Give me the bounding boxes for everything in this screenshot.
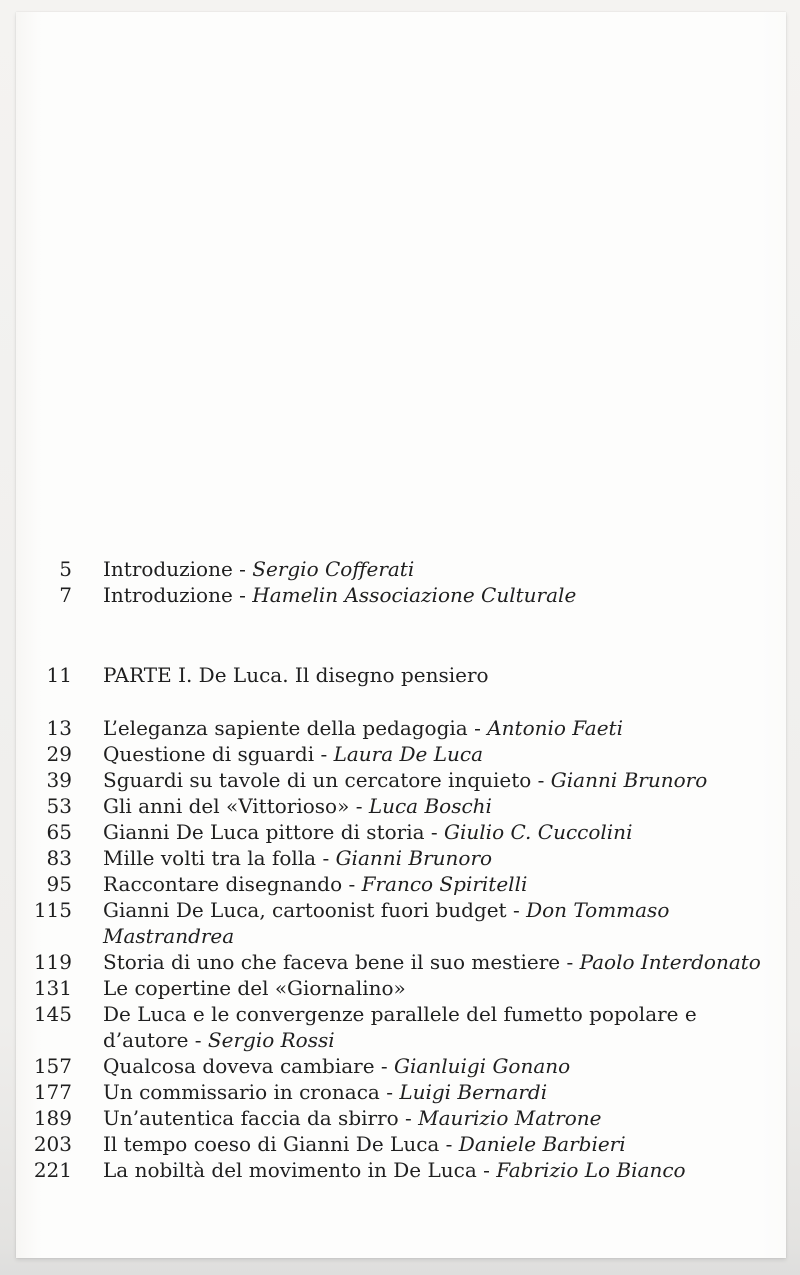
toc-page-number: 5 xyxy=(59,557,72,581)
toc-entry-line xyxy=(103,949,761,975)
toc-page-number: 83 xyxy=(46,846,72,870)
toc-entry-text: Introduzione - xyxy=(103,583,253,607)
toc-entry-text: Raccontare disegnando - xyxy=(103,872,362,896)
toc-entry-line xyxy=(103,793,492,819)
toc-entry xyxy=(103,871,527,897)
toc-author: Antonio Faeti xyxy=(487,716,623,740)
toc-entry xyxy=(103,845,492,871)
toc-section-part-one-chapters xyxy=(16,715,778,1183)
toc-entry-line xyxy=(103,1079,547,1105)
toc-row xyxy=(16,975,778,1001)
toc-entry-text: PARTE I. De Luca. Il disegno pensiero xyxy=(103,663,489,687)
toc-row xyxy=(16,1079,778,1105)
toc-row xyxy=(16,767,778,793)
toc-row xyxy=(16,793,778,819)
toc-entry xyxy=(103,1053,570,1079)
toc-page-number: 7 xyxy=(59,583,72,607)
toc-entry-line xyxy=(103,1053,570,1079)
toc-author: Franco Spiritelli xyxy=(361,872,528,896)
toc-entry-line xyxy=(103,897,669,923)
toc-page-number: 177 xyxy=(33,1080,72,1104)
toc-entry-text: Gli anni del «Vittorioso» - xyxy=(103,794,369,818)
toc-entry-text: Mille volti tra la folla - xyxy=(103,846,336,870)
toc-entry-line xyxy=(103,1027,697,1053)
toc-section-part-one-heading xyxy=(16,662,778,688)
toc-entry-text: Questione di sguardi - xyxy=(103,742,334,766)
toc-author: Gianni Brunoro xyxy=(550,768,708,792)
toc-row xyxy=(16,871,778,897)
toc-entry-line xyxy=(103,556,414,582)
toc-entry xyxy=(103,949,761,975)
toc-entry xyxy=(103,741,483,767)
toc-entry-line xyxy=(103,1157,686,1183)
toc-entry-text: De Luca e le convergenze parallele del fumetto popolare e xyxy=(103,1002,697,1026)
toc-row xyxy=(16,949,778,975)
toc-entry-line xyxy=(103,923,669,949)
toc-entry-line xyxy=(103,871,527,897)
toc-entry-line xyxy=(103,1131,626,1157)
toc-entry xyxy=(103,1157,686,1183)
toc-entry-text: Qualcosa doveva cambiare - xyxy=(103,1054,395,1078)
toc-entry-line xyxy=(103,741,483,767)
toc-author: Luca Boschi xyxy=(368,794,492,818)
toc-author: Paolo Interdonato xyxy=(579,950,761,974)
toc-entry xyxy=(103,1131,626,1157)
toc-entry xyxy=(103,767,707,793)
toc-entry-text: Sguardi su tavole di un cercatore inquieto - xyxy=(103,768,551,792)
toc-entry-text: La nobiltà del movimento in De Luca - xyxy=(103,1158,497,1182)
toc-row xyxy=(16,741,778,767)
toc-page-number: 39 xyxy=(46,768,72,792)
toc-page-number: 29 xyxy=(46,742,72,766)
toc-author: Daniele Barbieri xyxy=(458,1132,626,1156)
toc-entry-line xyxy=(103,845,492,871)
toc-entry xyxy=(103,662,489,688)
toc-page-number: 189 xyxy=(33,1106,72,1130)
toc-entry-text: d’autore - xyxy=(103,1028,208,1052)
toc-entry-line xyxy=(103,1105,602,1131)
toc-entry-text: Introduzione - xyxy=(103,557,253,581)
toc-entry-text: Le copertine del «Giornalino» xyxy=(103,976,406,1000)
toc-author: Giulio C. Cuccolini xyxy=(444,820,633,844)
toc-page-number: 221 xyxy=(33,1158,72,1182)
toc-entry-text: Storia di uno che faceva bene il suo mestiere - xyxy=(103,950,580,974)
toc-row xyxy=(16,819,778,845)
toc-row xyxy=(16,662,778,688)
toc-entry xyxy=(103,556,414,582)
toc-author: Maurizio Matrone xyxy=(418,1106,602,1130)
toc-page-number: 131 xyxy=(33,976,72,1000)
toc-row xyxy=(16,582,778,608)
toc-entry xyxy=(103,582,576,608)
toc-page-number: 13 xyxy=(46,716,72,740)
toc-entry-line xyxy=(103,662,489,688)
toc-entry-line xyxy=(103,582,576,608)
toc-row xyxy=(16,556,778,582)
toc-entry-line xyxy=(103,819,632,845)
toc-entry xyxy=(103,1105,602,1131)
toc-author: Sergio Cofferati xyxy=(252,557,415,581)
toc-row xyxy=(16,1053,778,1079)
toc-row xyxy=(16,897,778,949)
toc-entry xyxy=(103,793,492,819)
toc-author: Hamelin Associazione Culturale xyxy=(252,583,577,607)
toc-entry-line xyxy=(103,1001,697,1027)
toc-author: Gianni Brunoro xyxy=(335,846,493,870)
toc-entry xyxy=(103,715,623,741)
toc-entry xyxy=(103,1001,697,1053)
toc-author: Don Tommaso xyxy=(526,898,670,922)
toc-section-front-matter xyxy=(16,556,778,608)
toc-entry-text: Un’autentica faccia da sbirro - xyxy=(103,1106,419,1130)
toc-page-number: 145 xyxy=(33,1002,72,1026)
toc-page-number: 95 xyxy=(46,872,72,896)
toc-page-number: 65 xyxy=(46,820,72,844)
toc-row xyxy=(16,845,778,871)
toc-page-number: 11 xyxy=(46,663,72,687)
book-page xyxy=(16,12,786,1258)
toc-entry-text: L’eleganza sapiente della pedagogia - xyxy=(103,716,488,740)
toc-entry xyxy=(103,819,632,845)
toc-entry xyxy=(103,897,669,949)
toc-author: Sergio Rossi xyxy=(207,1028,335,1052)
toc-entry-line xyxy=(103,767,707,793)
toc-row xyxy=(16,1157,778,1183)
toc-author: Fabrizio Lo Bianco xyxy=(496,1158,686,1182)
toc-entry-text: Gianni De Luca pittore di storia - xyxy=(103,820,445,844)
toc-entry xyxy=(103,975,406,1001)
toc-row xyxy=(16,1001,778,1053)
toc-entry-line xyxy=(103,975,406,1001)
toc-author: Laura De Luca xyxy=(333,742,484,766)
toc-page-number: 115 xyxy=(33,898,72,922)
toc-entry xyxy=(103,1079,547,1105)
toc-author: Gianluigi Gonano xyxy=(394,1054,571,1078)
toc-entry-line xyxy=(103,715,623,741)
toc-row xyxy=(16,1105,778,1131)
toc-row xyxy=(16,1131,778,1157)
toc-entry-text: Il tempo coeso di Gianni De Luca - xyxy=(103,1132,459,1156)
toc-page-number: 157 xyxy=(33,1054,72,1078)
toc-author: Luigi Bernardi xyxy=(399,1080,548,1104)
toc-author: Mastrandrea xyxy=(103,924,235,948)
toc-entry-text: Un commissario in cronaca - xyxy=(103,1080,400,1104)
toc-page-number: 203 xyxy=(33,1132,72,1156)
toc-page-number: 53 xyxy=(46,794,72,818)
toc-page-number: 119 xyxy=(33,950,72,974)
toc-entry-text: Gianni De Luca, cartoonist fuori budget - xyxy=(103,898,527,922)
toc-row xyxy=(16,715,778,741)
